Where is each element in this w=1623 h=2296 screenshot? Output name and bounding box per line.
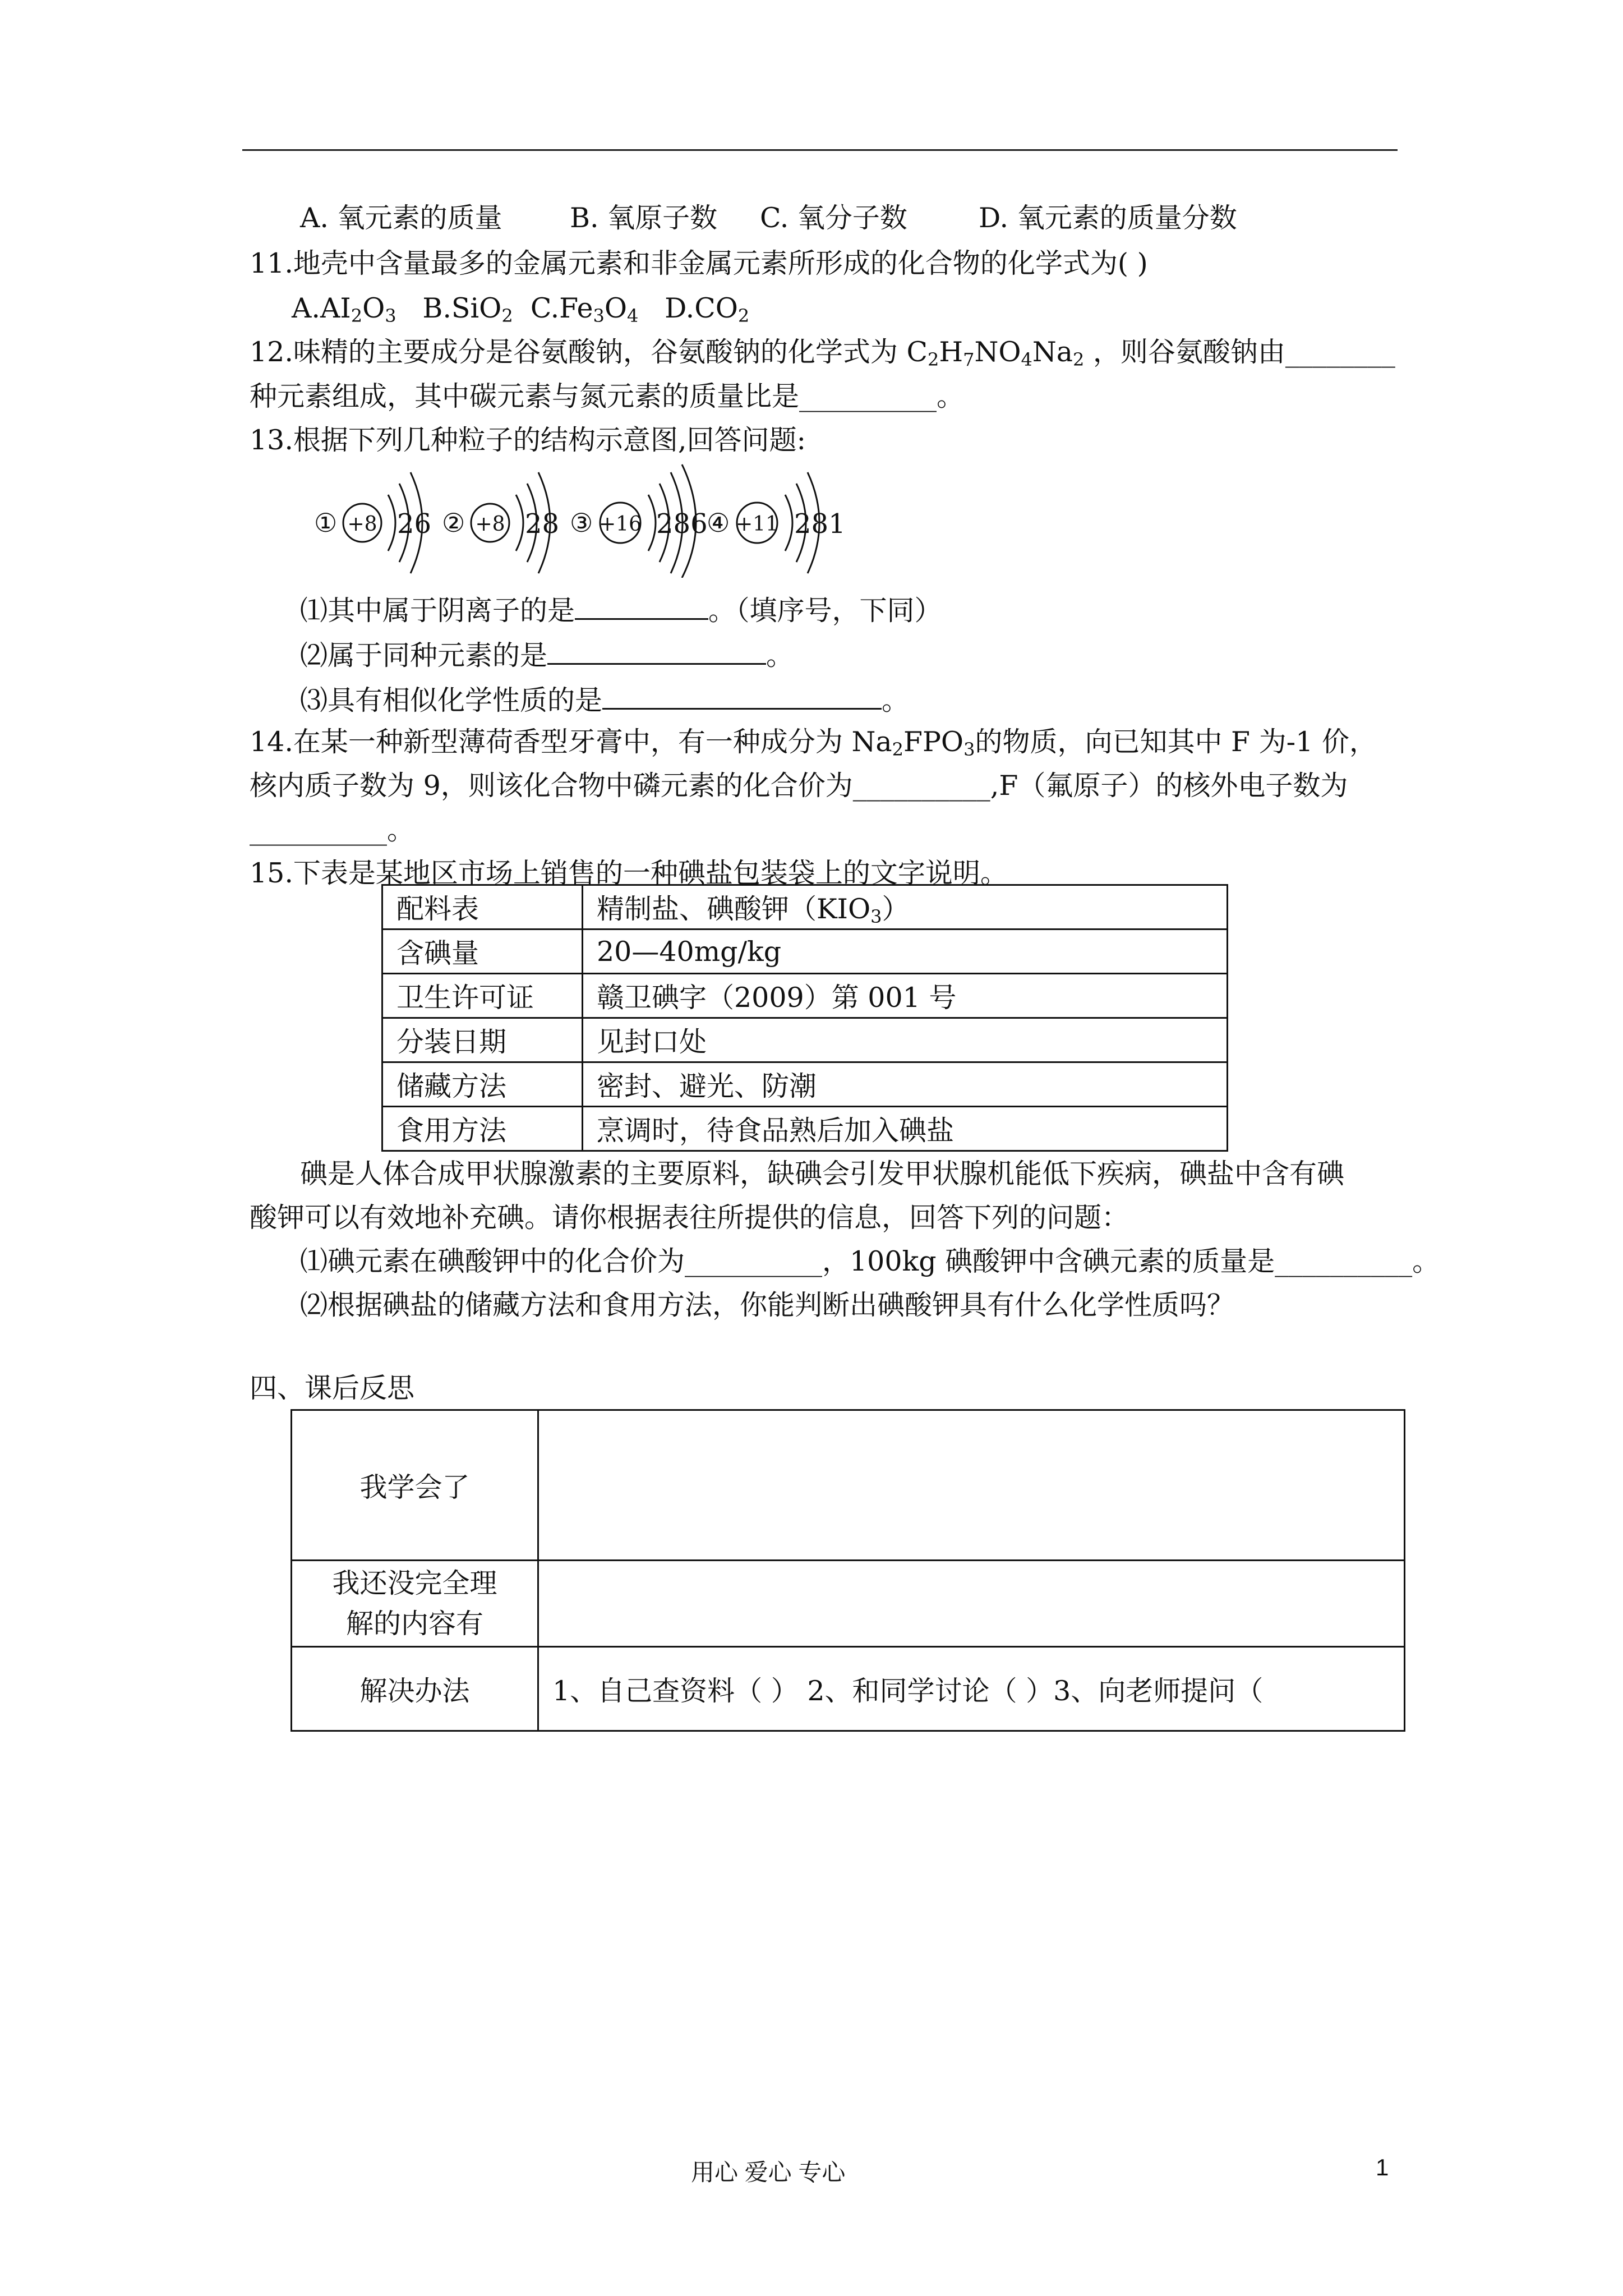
- q13-stem: 13.根据下列几种粒子的结构示意图,回答问题:: [250, 424, 806, 456]
- q11-stem: 11.地壳中含量最多的金属元素和非金属元素所形成的化合物的化学式为( ): [250, 247, 1148, 279]
- reflection-table: [291, 1409, 1405, 1732]
- q10-option-d: D. 氧元素的质量分数: [979, 202, 1237, 234]
- atom-3-shells: 286: [656, 508, 708, 540]
- footer-motto: 用心 爱心 专心: [691, 2159, 846, 2185]
- table-row: 分装日期 见封口处: [382, 1018, 1228, 1062]
- atom-structure-diagram: [303, 460, 909, 578]
- table-row: 解决办法 1、自己查资料（ ） 2、和同学讨论（ ）3、向老师提问（: [292, 1647, 1405, 1731]
- table-row: 配料表 精制盐、碘酸钾$(KIO_3)$: [382, 885, 1228, 930]
- table-row: 卫生许可证 赣卫碘字（2009）第 001 号: [382, 974, 1228, 1018]
- q15-stem: 15.下表是某地区市场上销售的一种碘盐包装袋上的文字说明。: [250, 857, 1008, 889]
- atom-4-shells: 281: [794, 508, 846, 540]
- atom-4-number: ④: [707, 508, 730, 538]
- q13-sub3: ⑶具有相似化学性质的是 。: [300, 684, 910, 716]
- atom-3-nucleus: +16: [599, 513, 642, 536]
- q15-para-line1: 碘是人体合成甲状腺激素的主要原料，缺碘会引发甲状腺机能低下疾病，碘盐中含有碘: [300, 1158, 1345, 1190]
- q15-sub1: ⑴碘元素在碘酸钾中的化合价为__________，100kg 碘酸钾中含碘元素的质量是__________。: [300, 1245, 1440, 1277]
- q11-options: $A.AI_2O_3$ B.SiO$_2$ $C.Fe_3O_4$ $D.CO_2$: [292, 292, 750, 326]
- atom-1-shells: 26: [397, 508, 432, 540]
- header-rule: [242, 149, 1398, 151]
- learned-content-cell[interactable]: [538, 1410, 1405, 1561]
- q15-para-line2: 酸钾可以有效地补充碘。请你根据表往所提供的信息，回答下列的问题：: [250, 1202, 1129, 1234]
- q12-line2: 种元素组成，其中碳元素与氮元素的质量比是__________。: [250, 380, 965, 412]
- table-row: 储藏方法 密封、避光、防潮: [382, 1062, 1228, 1107]
- table-row: 食用方法 烹调时，待食品熟后加入碘盐: [382, 1107, 1228, 1151]
- q10-option-a: A. 氧元素的质量: [300, 202, 502, 234]
- q10-option-c: C. 氧分子数: [760, 202, 907, 234]
- atom-2-number: ②: [442, 508, 465, 538]
- atom-2-nucleus: +8: [475, 513, 505, 536]
- table-row: 我学会了: [292, 1410, 1405, 1561]
- iodized-salt-label-table: [381, 884, 1228, 1152]
- q10-option-b: B. 氧原子数: [570, 202, 718, 234]
- page-number: 1: [1376, 2154, 1389, 2180]
- q14-line2: 核内质子数为 9，则该化合物中磷元素的化合价为__________,F（氟原子）的核外电子数为: [250, 770, 1348, 802]
- atom-4-nucleus: +11: [736, 513, 778, 536]
- atom-3-number: ③: [570, 508, 593, 538]
- q13-sub1: ⑴其中属于阴离子的是 。（填序号，下同）: [300, 595, 942, 627]
- atom-2-shells: 28: [525, 508, 560, 540]
- solution-methods-cell: 1、自己查资料（ ） 2、和同学讨论（ ）3、向老师提问（: [538, 1647, 1405, 1731]
- q12-line1: 12.味精的主要成分是谷氨酸钠，谷氨酸钠的化学式为 $C_2H_7NO_4Na_2$ ，则谷氨酸钠由________: [250, 336, 1395, 370]
- q13-sub2: ⑵属于同种元素的是 。: [300, 639, 794, 671]
- table-row: 含碘量 20—40mg/kg: [382, 930, 1228, 974]
- not-understood-content-cell[interactable]: [538, 1561, 1405, 1647]
- q14-line1: 14.在某一种新型薄荷香型牙膏中，有一种成分为 $Na_2FPO_3$的物质，向已知其中 F 为-1 价，: [250, 726, 1377, 760]
- q15-sub2: ⑵根据碘盐的储藏方法和食用方法，你能判断出碘酸钾具有什么化学性质吗？: [300, 1289, 1235, 1321]
- atom-1-nucleus: +8: [347, 513, 377, 536]
- q14-line3: __________。: [250, 814, 415, 846]
- atom-1-number: ①: [314, 508, 338, 538]
- table-row: 我还没完全理 解的内容有: [292, 1561, 1405, 1647]
- section4-title: 四、课后反思: [250, 1372, 415, 1404]
